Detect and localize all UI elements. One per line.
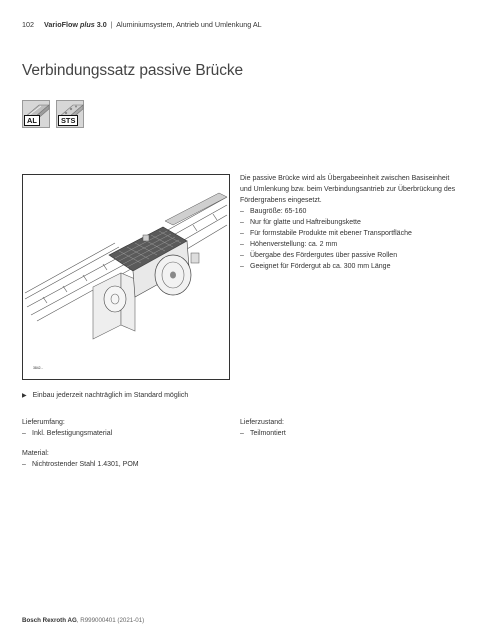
condition-heading: Lieferzustand: <box>240 419 284 426</box>
brand-name: VarioFlow plus 3.0 <box>44 20 107 29</box>
sts-badge-label: STS <box>58 115 78 126</box>
figure-number: 3842... <box>33 366 44 370</box>
delivery-condition <box>240 417 286 439</box>
feature-item: – Baugröße: 65-160 <box>240 206 462 217</box>
page-title: Verbindungssatz passive Brücke <box>22 62 244 79</box>
header-separator: | <box>110 20 113 29</box>
product-figure <box>22 174 230 380</box>
arrow-right-icon: ▶ <box>22 393 27 399</box>
al-badge <box>22 100 50 128</box>
scope-of-delivery <box>22 417 112 439</box>
feature-item: – Höhenverstellung: ca. 2 mm <box>240 239 462 250</box>
feature-item: – Geeignet für Fördergut ab ca. 300 mm Länge <box>240 261 462 272</box>
company-name: Bosch Rexroth AG <box>22 617 77 624</box>
sts-badge <box>56 100 84 128</box>
al-badge-label: AL <box>24 115 40 126</box>
feature-item: – Übergabe des Fördergutes über passive Rollen <box>240 250 462 261</box>
material-heading: Material: <box>22 450 49 457</box>
material-info <box>22 448 139 470</box>
feature-item: – Nur für glatte und Haftreibungskette <box>240 217 462 228</box>
document-reference: , R999000401 (2021-01) <box>76 617 145 624</box>
scope-item: – Inkl. Befestigungsmaterial <box>22 428 112 439</box>
passive-bridge-drawing <box>23 175 229 379</box>
product-description <box>240 173 462 272</box>
material-item: – Nichtrostender Stahl 1.4301, POM <box>22 459 139 470</box>
feature-list <box>240 206 462 272</box>
scope-heading: Lieferumfang: <box>22 419 65 426</box>
page-footer <box>22 617 144 624</box>
feature-item: – Für formstabile Produkte mit ebener Transportfläche <box>240 228 462 239</box>
description-intro: Die passive Brücke wird als Übergabeeinheit zwischen Basiseinheit und Umlenkung bzw. beim Verbindungsantrieb zur Überbrückung des Fördergrabens eingesetzt. <box>240 175 456 204</box>
page-number: 102 <box>22 20 34 29</box>
section-name: Aluminiumsystem, Antrieb und Umlenkung AL <box>116 20 262 29</box>
note-text: Einbau jederzeit nachträglich im Standard möglich <box>32 392 189 399</box>
condition-item: – Teilmontiert <box>240 428 286 439</box>
page-header <box>22 20 262 29</box>
installation-note <box>22 392 188 399</box>
